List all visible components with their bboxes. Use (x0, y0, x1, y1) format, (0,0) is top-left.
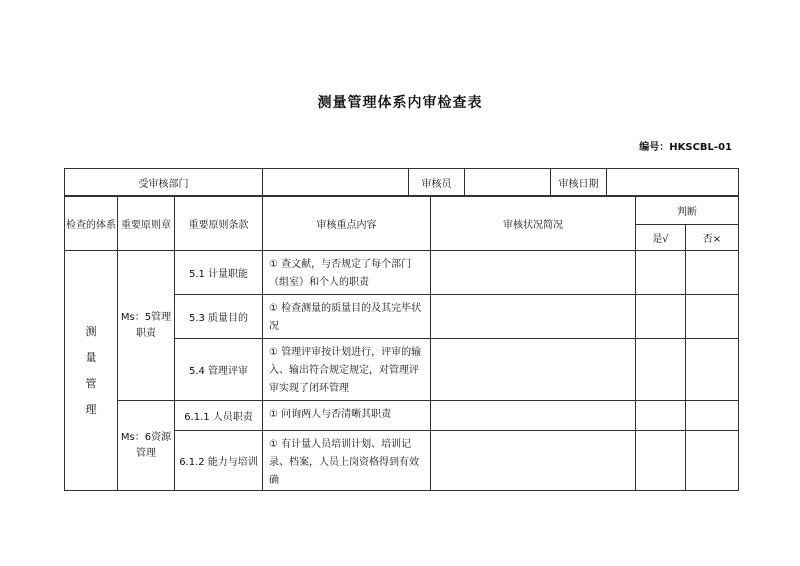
col-header-system: 检查的体系 (65, 197, 118, 251)
judge-yes-cell[interactable] (636, 251, 686, 295)
page-title: 测量管理体系内审检查表 (317, 95, 483, 111)
dept-field[interactable] (263, 169, 409, 196)
status-cell[interactable] (431, 339, 636, 401)
audit-header-table (64, 168, 739, 196)
col-header-no: 否× (686, 225, 739, 251)
audit-date-label: 审核日期 (551, 169, 607, 196)
judge-no-cell[interactable] (686, 431, 739, 491)
dept-label: 受审核部门 (65, 169, 263, 196)
checklist-table (64, 196, 739, 491)
judge-no-cell[interactable] (686, 401, 739, 431)
clause-cell: 6.1.2 能力与培训 (175, 431, 263, 491)
focus-item: ① 管理评审按计划进行，评审的输入、输出符合规定规定，对管理评审实现了闭环管理 (263, 339, 431, 401)
auditor-label: 审核员 (409, 169, 465, 196)
clause-cell: 5.3 质量目的 (175, 295, 263, 339)
status-cell[interactable] (431, 431, 636, 491)
principle-cell: Ms：5管理职责 (118, 251, 175, 401)
col-header-judge: 判断 (636, 197, 739, 225)
principle-cell: Ms：6资源管理 (118, 401, 175, 491)
status-cell[interactable] (431, 251, 636, 295)
focus-item: ① 有计量人员培训计划、培训记录、档案，人员上岗资格得到有效确 (263, 431, 431, 491)
table-row (65, 401, 739, 431)
audit-date-field[interactable] (607, 169, 739, 196)
col-header-status: 审核状况简况 (431, 197, 636, 251)
focus-item: ① 问询两人与否清晰其职责 (263, 401, 431, 431)
system-name-cell: 测 量 管 理 (65, 251, 118, 491)
judge-no-cell[interactable] (686, 339, 739, 401)
judge-yes-cell[interactable] (636, 295, 686, 339)
table-row (65, 251, 739, 295)
judge-no-cell[interactable] (686, 251, 739, 295)
judge-yes-cell[interactable] (636, 401, 686, 431)
col-header-yes: 是√ (636, 225, 686, 251)
document-number: 编号：HKSCBL-01 (639, 142, 732, 153)
col-header-clause: 重要原则条款 (175, 197, 263, 251)
judge-yes-cell[interactable] (636, 431, 686, 491)
clause-cell: 6.1.1 人员职责 (175, 401, 263, 431)
judge-yes-cell[interactable] (636, 339, 686, 401)
col-header-focus: 审核重点内容 (263, 197, 431, 251)
status-cell[interactable] (431, 401, 636, 431)
focus-item: ① 查文献，与否规定了每个部门（组室）和个人的职责 (263, 251, 431, 295)
judge-no-cell[interactable] (686, 295, 739, 339)
status-cell[interactable] (431, 295, 636, 339)
auditor-field[interactable] (465, 169, 551, 196)
col-header-principle: 重要原则章 (118, 197, 175, 251)
focus-item: ① 检查测量的质量目的及其完毕状况 (263, 295, 431, 339)
clause-cell: 5.4 管理评审 (175, 339, 263, 401)
clause-cell: 5.1 计量职能 (175, 251, 263, 295)
